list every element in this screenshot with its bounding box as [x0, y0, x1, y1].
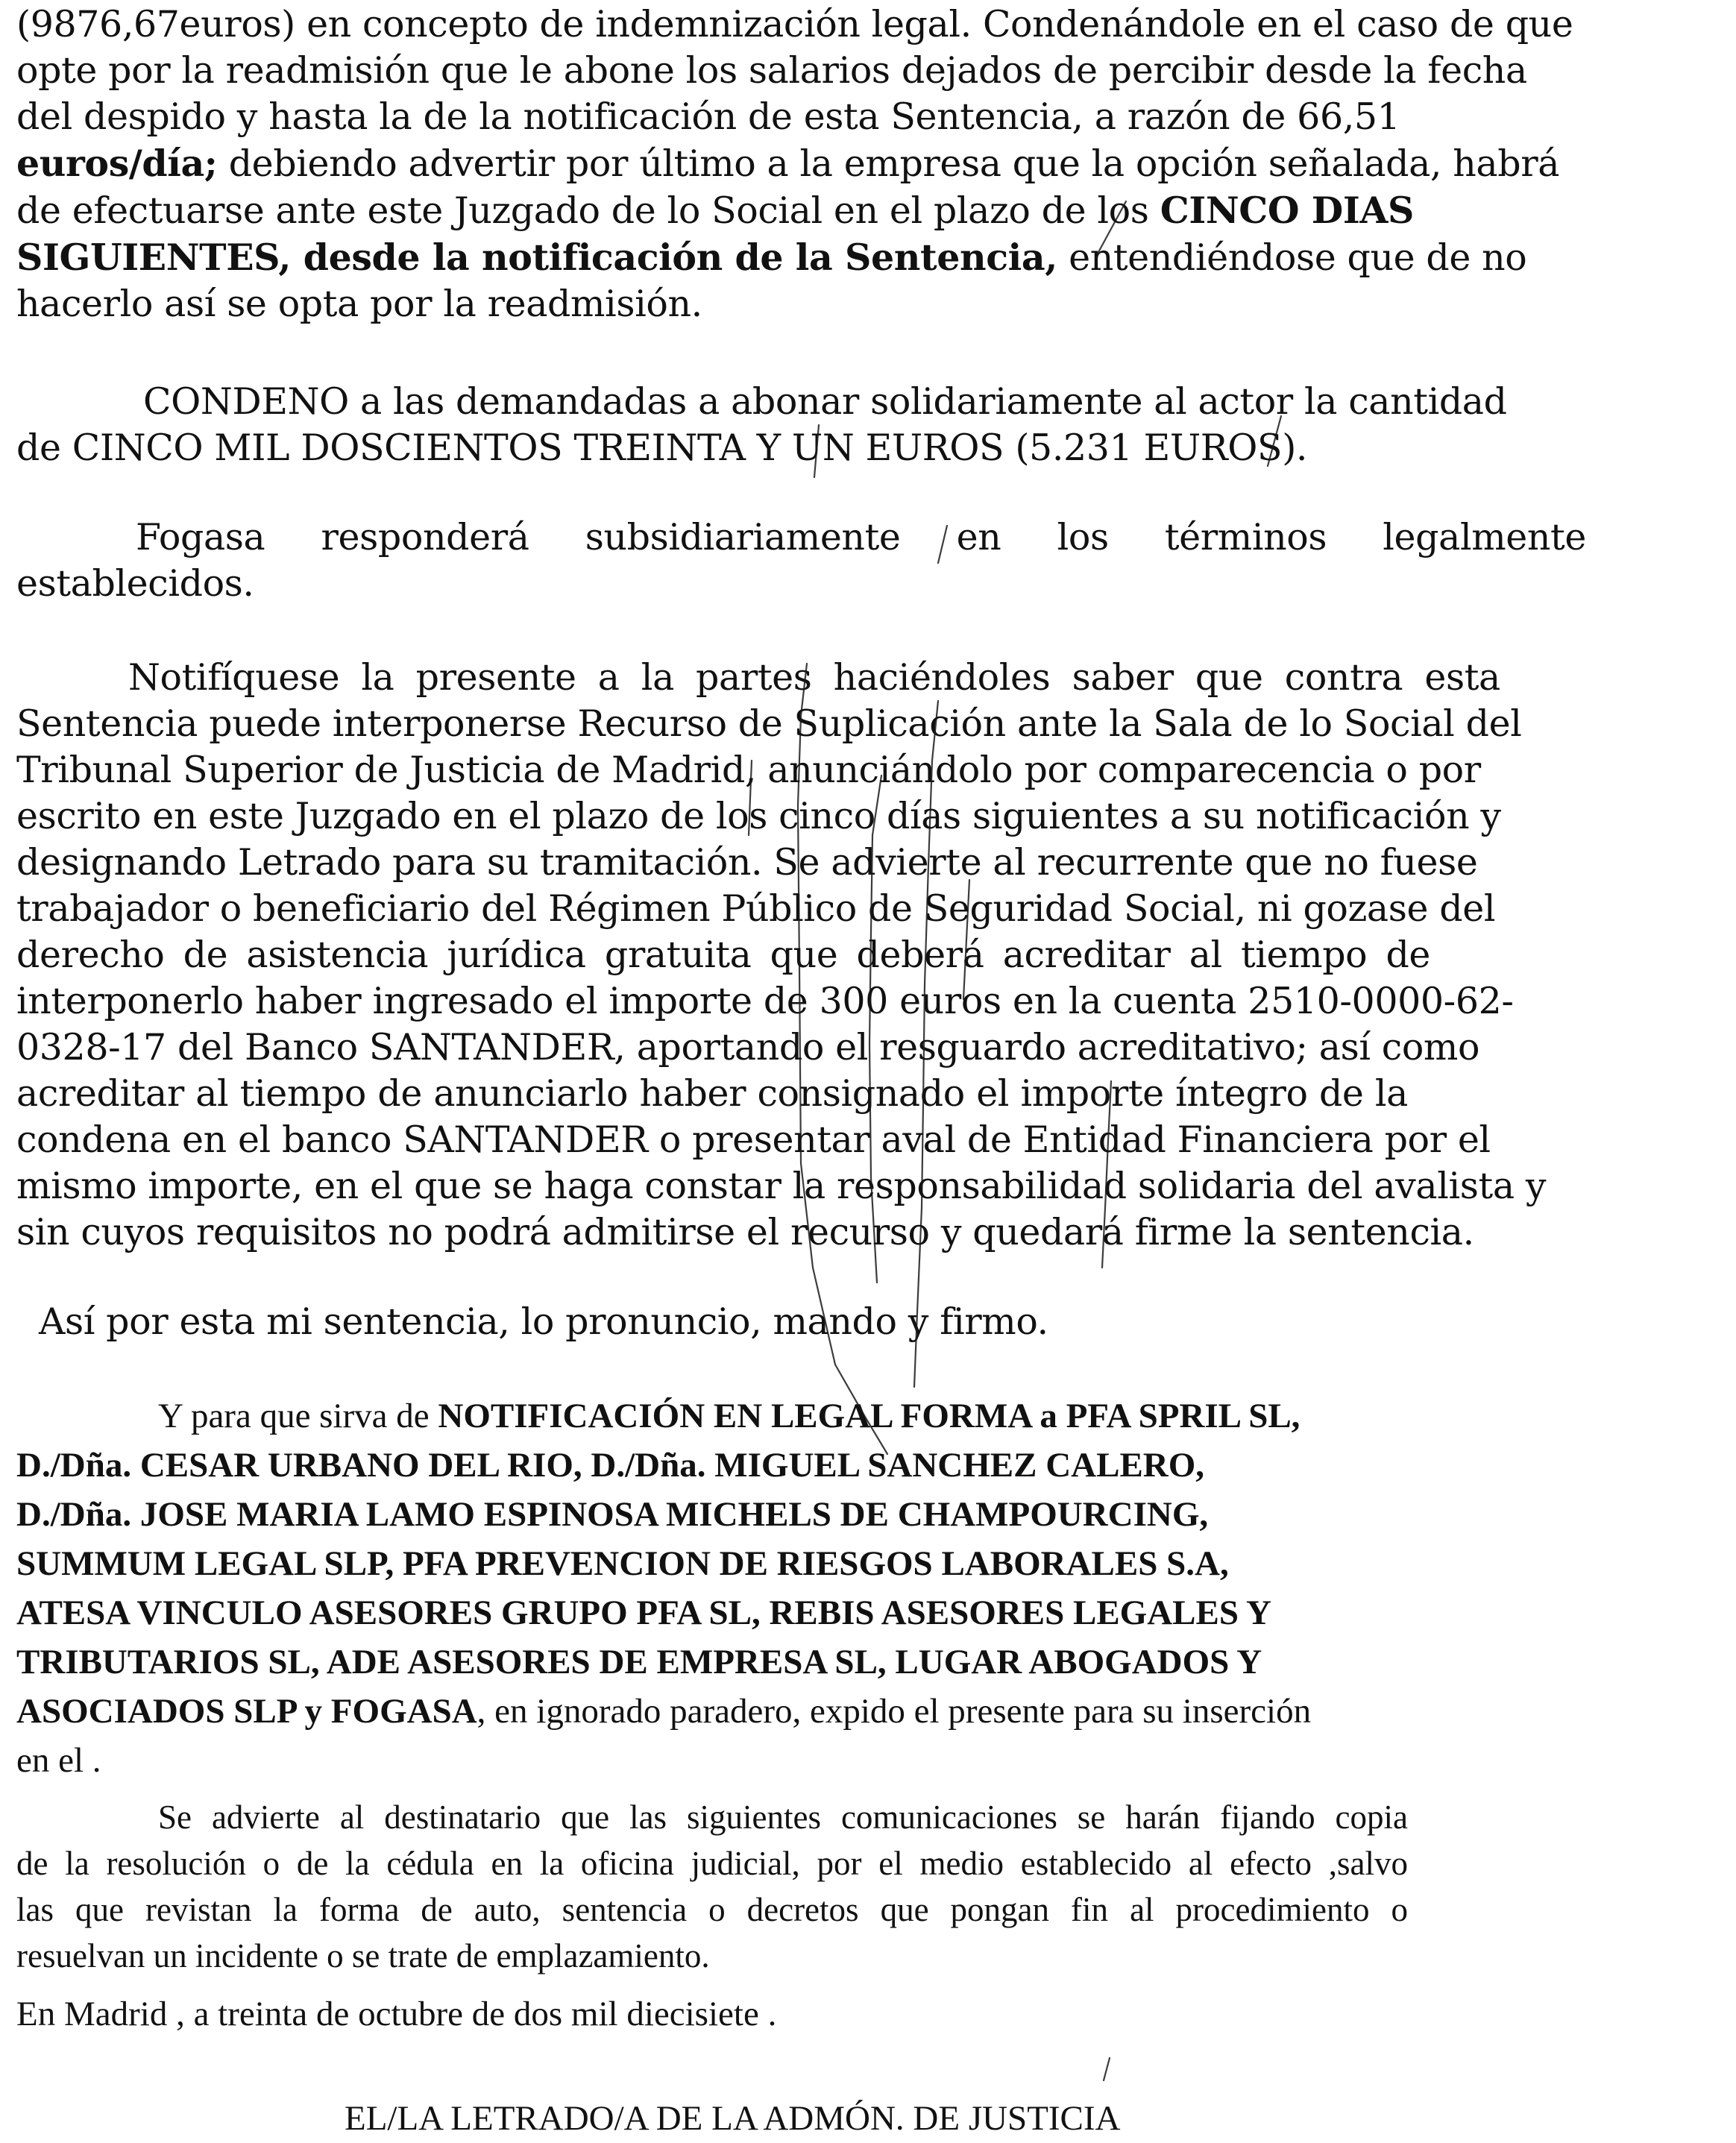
text-line [16, 1441, 1408, 1490]
text-line: de CINCO MIL DOSCIENTOS TREINTA Y UN EUROS (5.231 EUROS). [16, 427, 1308, 469]
communications-warning-paragraph [16, 1794, 1408, 1979]
closing-formula [16, 1299, 1430, 1345]
text-line: interponerlo haber ingresado el importe de 300 euros en la cuenta 2510-0000-62- [16, 980, 1514, 1022]
party-names-bold: ASOCIADOS SLP y FOGASA [16, 1692, 477, 1731]
text-line: euros/día; debiendo advertir por último a la empresa que la opción señalada, habrá [16, 142, 1560, 185]
text-line: las que revistan la forma de auto, sentencia o decretos que pongan fin al procedimiento o [16, 1891, 1408, 1928]
text-line: derecho de asistencia jurídica gratuita que deberá acreditar al tiempo de [16, 934, 1431, 976]
text-line: Fogasa responderá subsidiariamente en los términos legalmente [136, 516, 1586, 558]
text-line: Se advierte al destinatario que las siguientes comunicaciones se harán fijando copia [158, 1799, 1408, 1836]
text-line: opte por la readmisión que le abone los salarios dejados de percibir desde la fecha [16, 49, 1527, 92]
text-line: CONDENO a las demandadas a abonar solidariamente al actor la cantidad [143, 380, 1507, 423]
place-date-text: En Madrid , a treinta de octubre de dos mil diecisiete . [16, 1995, 777, 2033]
signatory [16, 2094, 1736, 2143]
edict-paragraph [16, 1391, 1408, 1785]
judgment-tail-paragraph [16, 1, 1573, 327]
deadline-bold: CINCO DIAS [1160, 189, 1414, 232]
party-names-bold: D./Dña. CESAR URBANO DEL RIO, D./Dña. MIGUEL SANCHEZ CALERO, [16, 1446, 1205, 1485]
text-line [16, 1539, 1408, 1588]
text-line: ASOCIADOS SLP y FOGASA, en ignorado paradero, expido el presente para su inserción [16, 1692, 1312, 1731]
fogasa-paragraph [16, 514, 1586, 607]
text-line [16, 1490, 1408, 1539]
text-line: sin cuyos requisitos no podrá admitirse el recurso y quedará firme la sentencia. [16, 1211, 1474, 1253]
text-line: Sentencia puede interponerse Recurso de Suplicación ante la Sala de lo Social del [16, 702, 1522, 745]
text-line: de efectuarse ante este Juzgado de lo Social en el plazo de los CINCO DIAS [16, 189, 1414, 232]
deadline-bold-cont: SIGUIENTES, desde la notificación de la Sentencia, [16, 236, 1057, 279]
text-line [16, 1637, 1408, 1687]
daily-rate-bold: euros/día; [16, 142, 218, 185]
text-line: SIGUIENTES, desde la notificación de la Sentencia, entendiéndose que de no [16, 236, 1527, 279]
party-names-bold: TRIBUTARIOS SL, ADE ASESORES DE EMPRESA SL, LUGAR ABOGADOS Y [16, 1643, 1262, 1681]
text-line: designando Letrado para su tramitación. Se advierte al recurrente que no fuese [16, 841, 1478, 884]
party-names-bold: ATESA VINCULO ASESORES GRUPO PFA SL, REBIS ASESORES LEGALES Y [16, 1593, 1271, 1632]
text-line: (9876,67euros) en concepto de indemnización legal. Condenándole en el caso de que [16, 3, 1573, 45]
text-line: 0328-17 del Banco SANTANDER, aportando el resguardo acreditativo; así como [16, 1026, 1480, 1069]
text-line [16, 1588, 1408, 1637]
party-names-bold: SUMMUM LEGAL SLP, PFA PREVENCION DE RIESGOS LABORALES S.A, [16, 1544, 1229, 1583]
signatory-text: EL/LA LETRADO/A DE LA ADMÓN. DE JUSTICIA [345, 2099, 1121, 2138]
text-line: hacerlo así se opta por la readmisión. [16, 283, 702, 325]
document-page [16, 0, 1586, 2139]
text-line: establecidos. [16, 562, 254, 605]
text-line: condena en el banco SANTANDER o presentar aval de Entidad Financiera por el [16, 1118, 1491, 1161]
text-line: acreditar al tiempo de anunciarlo haber consignado el importe íntegro de la [16, 1072, 1408, 1115]
text-line: resuelvan un incidente o se trate de emplazamiento. [16, 1937, 710, 1974]
text-line: Y para que sirva de NOTIFICACIÓN EN LEGAL FORMA a PFA SPRIL SL, [158, 1397, 1301, 1435]
text-line: Notifíquese la presente a la partes haciéndoles saber que contra esta [128, 656, 1500, 699]
text-line: de la resolución o de la cédula en la oficina judicial, por el medio establecido al efecto ,salvo [16, 1845, 1408, 1882]
text-line: trabajador o beneficiario del Régimen Público de Seguridad Social, ni gozase del [16, 887, 1496, 930]
text-line: del despido y hasta la de la notificación de esta Sentencia, a razón de 66,51 [16, 95, 1400, 138]
party-names-bold: D./Dña. JOSE MARIA LAMO ESPINOSA MICHELS DE CHAMPOURCING, [16, 1495, 1209, 1534]
condemnation-paragraph [16, 379, 1507, 471]
edict-bold: NOTIFICACIÓN EN LEGAL FORMA a PFA SPRIL SL, [438, 1397, 1301, 1435]
text-line: mismo importe, en el que se haga constar la responsabilidad solidaria del avalista y [16, 1165, 1547, 1207]
closing-formula-text: Así por esta mi sentencia, lo pronuncio, mando y firmo. [39, 1300, 1048, 1343]
appeal-notice-paragraph [16, 655, 1547, 1256]
text-line: Tribunal Superior de Justicia de Madrid, anunciándolo por comparecencia o por [16, 749, 1481, 791]
place-date [16, 1989, 1408, 2039]
text-line: en el . [16, 1741, 101, 1780]
text-line: escrito en este Juzgado en el plazo de los cinco días siguientes a su notificación y [16, 795, 1501, 837]
